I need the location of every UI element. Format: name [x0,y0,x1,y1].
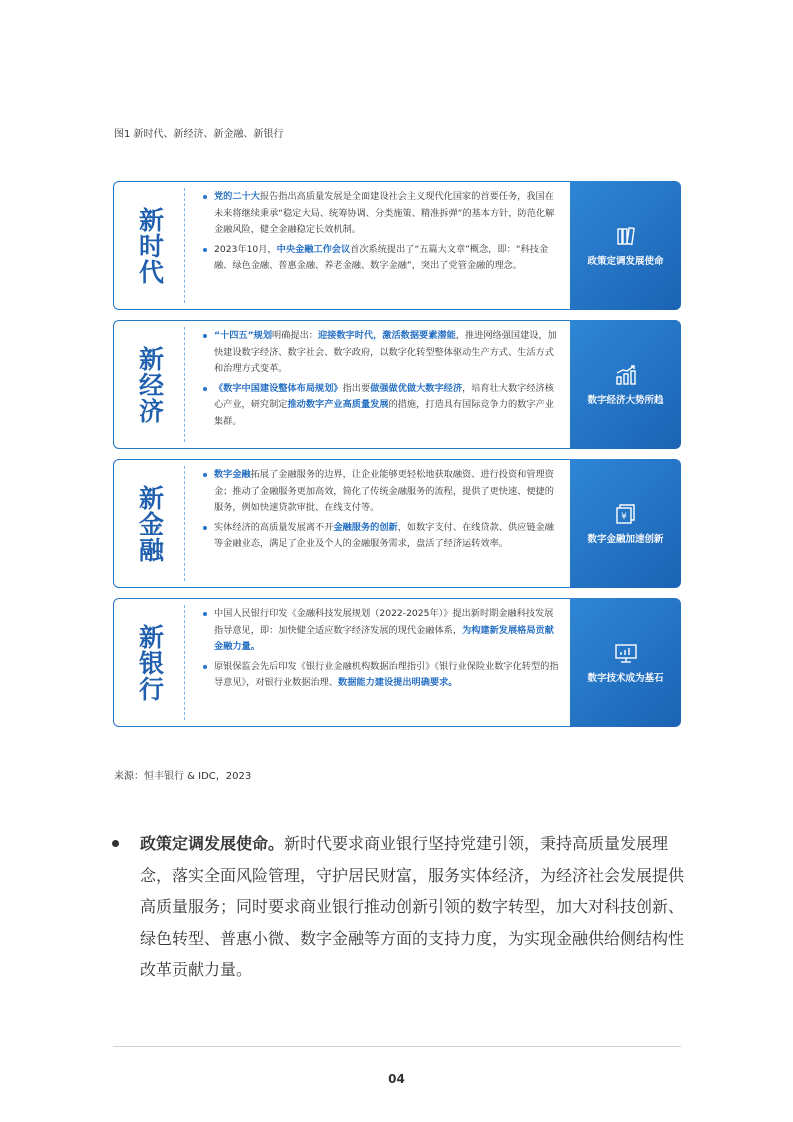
highlight-text: 数据能力建设提出明确要求。 [338,677,458,688]
highlight-text: 中央金融工作会议 [276,243,351,255]
row-side-panel [570,181,681,310]
content-bullet-item [203,606,560,656]
row-title-box [113,181,185,310]
books-icon [615,225,637,247]
highlight-text: 迎接数字时代，激活数据要素潜能 [317,330,456,341]
row-side-panel [570,320,681,449]
row-title: 新银行 [135,623,165,702]
paragraph-lead: 政策定调发展使命。 [140,834,285,853]
highlight-text: 推动数字产业高质量发展 [287,399,389,410]
footer-divider [113,1046,681,1047]
row-content [185,181,570,310]
content-bullet-item [203,328,560,378]
body-paragraph [112,828,687,986]
body-text: 2023年10月， [214,243,277,255]
row-new-bank [113,598,681,727]
source-note: 来源：恒丰银行 & IDC，2023 [114,771,252,782]
row-title-box [113,598,185,727]
figure-title: 图1 新时代、新经济、新金融、新银行 [114,129,284,140]
body-text: ，推进网络强国建设，加快建设数字经济、数字社会、数字政府，以数字化转型整体驱动生产方式、生活方式和治理方式变革。 [214,330,557,374]
row-content [185,598,570,727]
page-number: 04 [388,1072,405,1086]
row-title: 新经济 [135,345,165,424]
highlight-text: 为构建新发展格局贡献金融力量。 [214,624,554,652]
body-text: ，培育壮大数字经济核心产业，研究制定 [214,382,554,410]
monitor-chart-icon [614,642,638,664]
row-content [185,320,570,449]
paragraph-text [112,828,687,986]
highlight-text: 做强做优做大数字经济 [370,382,463,394]
body-text: 明确提出： [272,330,318,341]
highlight-text: 《数字中国建设整体布局规划》 [214,382,343,394]
bar-chart-icon [614,364,638,386]
content-bullet-item [203,659,560,692]
body-text: 指出要 [342,382,371,394]
content-bullet-item [203,242,560,275]
paragraph-body: 新时代要求商业银行坚持党建引领，秉持高质量发展理念，落实全面风险管理，守护居民财富，服务实体经济，为经济社会发展提供高质量服务；同时要求商业银行推动创新引领的数字转型，加大对科技创新、绿色转型、普惠小微、数字金融等方面的支持力度，为实现金融供给侧结构性改革贡献力量。 [140,834,685,979]
row-side-label: 数字金融加速创新 [587,533,664,545]
row-title-box [113,459,185,588]
row-title: 新时代 [135,206,165,285]
row-title: 新金融 [135,484,165,563]
yuan-cards-icon [614,503,638,525]
content-bullet-item [203,381,560,431]
row-side-panel [570,459,681,588]
content-bullet-item [203,467,560,517]
body-text: 拓展了金融服务的边界，让企业能够更轻松地获取融资、进行投资和管理资金；推动了金融服务更加高效，简化了传统金融服务的流程，提供了更快速、便捷的服务，例如快速贷款审批、在线支付等。 [214,469,554,513]
row-side-panel [570,598,681,727]
row-new-economy [113,320,681,449]
content-bullet-item [203,189,560,239]
svg-text:¥: ¥ [620,511,627,522]
highlight-text: “十四五”规划 [214,330,273,341]
body-text: 实体经济的高质量发展离不开 [214,521,334,533]
row-content [185,459,570,588]
body-text: 首次系统提出了“五篇大文章”概念，即：“科技金融、绿色金融、普惠金融、养老金融、数字金融”，突出了党管金融的理念。 [214,243,549,271]
bullet-dot [112,840,119,847]
highlight-text: 金融服务的创新 [333,521,398,533]
row-side-label: 数字经济大势所趋 [587,394,664,406]
highlight-text: 党的二十大 [214,191,260,202]
row-side-label: 数字技术成为基石 [587,672,664,684]
body-text: ，如数字支付、在线贷款、供应链金融等金融业态，满足了企业及个人的金融服务需求，盘活了经济运转效率。 [214,521,554,549]
content-bullet-item [203,520,560,553]
body-text: 的措施，打造具有国际竞争力的数字产业集群。 [214,399,554,427]
row-side-label: 政策定调发展使命 [587,255,664,267]
body-text: 原银保监会先后印发《银行业金融机构数据治理指引》《银行业保险业数字化转型的指导意见》，对银行业数据治理、 [214,660,559,688]
row-new-finance [113,459,681,588]
highlight-text: 数字金融 [214,469,251,480]
body-text: 报告指出高质量发展是全面建设社会主义现代化国家的首要任务，我国在未来将继续秉承“稳定大局、统筹协调、分类施策、精准拆弹”的基本方针，防范化解金融风险，健全金融稳定长效机制。 [214,191,555,235]
row-title-box [113,320,185,449]
row-new-era [113,181,681,310]
body-text: 中国人民银行印发《金融科技发展规划（2022-2025年）》提出新时期金融科技发展指导意见，即：加快健全适应数字经济发展的现代金融体系， [214,608,554,636]
